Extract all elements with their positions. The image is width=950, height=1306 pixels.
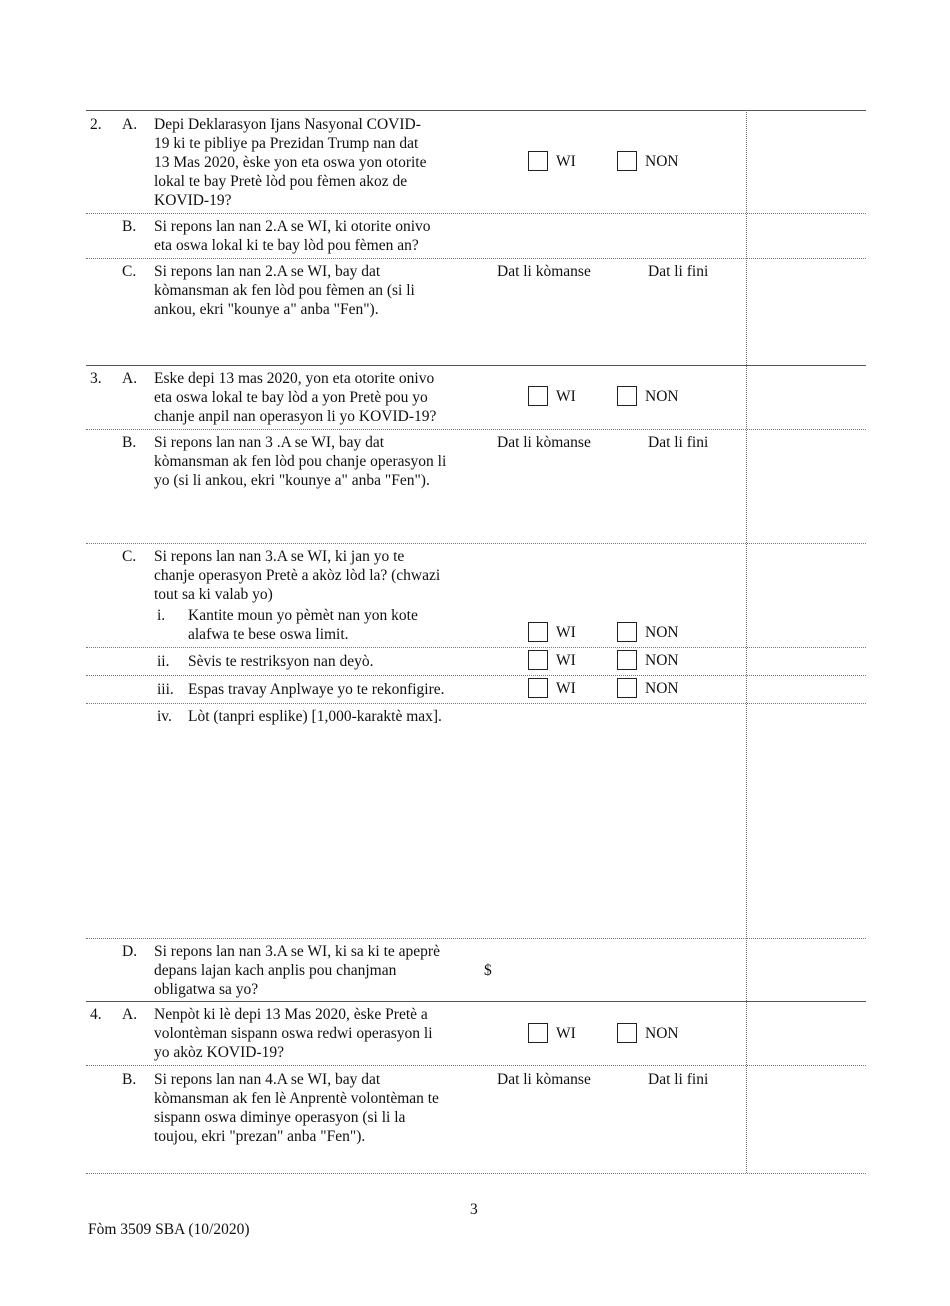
q4b-question-line-4: toujou, ekri "prezan" anba "Fen"). [154, 1128, 366, 1145]
q3ciii-no-label: NON [645, 680, 679, 697]
q3ci-no-label: NON [645, 624, 679, 641]
q4a-yes-checkbox[interactable] [528, 1023, 548, 1043]
q2a-no-label: NON [645, 153, 679, 170]
q3c-question-line-3: tout sa ki valab yo) [154, 586, 273, 603]
rule-bottom [86, 1173, 866, 1174]
q3cii-yes-label: WI [556, 652, 576, 669]
q2b-question-line-2: eta oswa lokal ki te bay lòd pou fèmen an? [154, 237, 419, 254]
q3cii-no-checkbox[interactable] [617, 650, 637, 670]
q3b-letter: B. [122, 434, 137, 451]
q2c-letter: C. [122, 263, 137, 280]
rule-2b-2c [86, 258, 866, 259]
q2c-start-date-label: Dat li kòmanse [497, 263, 591, 280]
q3ci-yes-label: WI [556, 624, 576, 641]
q4a-yes-label: WI [556, 1025, 576, 1042]
rule-3ciii-3civ [86, 703, 866, 704]
rule-3a-3b [86, 429, 866, 430]
q3b-question-line-1: Si repons lan nan 3 .A se WI, bay dat [154, 434, 385, 451]
q3d-question-line-2: depans lajan kach anplis pou chanjman [154, 962, 397, 979]
q3ci-number: i. [157, 607, 166, 624]
q2a-question-line-1: Depi Deklarasyon Ijans Nasyonal COVID- [154, 116, 421, 133]
q4a-question-line-2: volontèman sispann oswa redwi operasyon li [154, 1025, 433, 1042]
q4b-question-line-2: kòmansman ak fen lè Anprentè volontèman te [154, 1090, 439, 1107]
q2a-question-line-5: KOVID-19? [154, 192, 232, 209]
q2-number: 2. [90, 116, 102, 133]
q3c-letter: C. [122, 548, 137, 565]
q4b-start-date-label: Dat li kòmanse [497, 1071, 591, 1088]
q3cii-no-label: NON [645, 652, 679, 669]
q3b-question-line-2: kòmansman ak fen lòd pou chanje operasyon li [154, 453, 447, 470]
q2c-end-date-label: Dat li fini [648, 263, 709, 280]
rule-q3-q4 [86, 1001, 866, 1002]
rule-2a-2b [86, 213, 866, 214]
right-column-divider [746, 110, 747, 1173]
q3ci-option-line-1: Kantite moun yo pèmèt nan yon kote [188, 607, 418, 624]
q3d-currency-symbol: $ [484, 962, 492, 979]
q4-number: 4. [90, 1006, 102, 1023]
q3d-question-line-3: obligatwa sa yo? [154, 981, 259, 998]
q3-number: 3. [90, 370, 102, 387]
q4a-letter: A. [122, 1006, 138, 1023]
q3ciii-no-checkbox[interactable] [617, 678, 637, 698]
rule-3civ-3d [86, 938, 866, 939]
q4a-question-line-3: yo akòz KOVID-19? [154, 1044, 284, 1061]
q4b-end-date-label: Dat li fini [648, 1071, 709, 1088]
q2b-question-line-1: Si repons lan nan 2.A se WI, ki otorite onivo [154, 218, 431, 235]
q2c-question-line-2: kòmansman ak fen lòd pou fèmen an (si li [154, 282, 415, 299]
q4a-no-checkbox[interactable] [617, 1023, 637, 1043]
q3ciii-option-text: Espas travay Anplwaye yo te rekonfigire. [188, 681, 445, 698]
rule-top [86, 110, 866, 111]
q2c-question-line-1: Si repons lan nan 2.A se WI, bay dat [154, 263, 381, 280]
q3a-yes-checkbox[interactable] [528, 386, 548, 406]
rule-4a-4b [86, 1065, 866, 1066]
rule-3ci-3cii [86, 647, 866, 648]
q3a-no-checkbox[interactable] [617, 386, 637, 406]
q2a-question-line-2: 19 ki te pibliye pa Prezidan Trump nan dat [154, 135, 419, 152]
q3a-question-line-2: eta oswa lokal te bay lòd a yon Pretè pou yo [154, 389, 428, 406]
q3ci-no-checkbox[interactable] [617, 622, 637, 642]
q3civ-option-text: Lòt (tanpri esplike) [1,000-karaktè max]. [188, 708, 442, 725]
q3ci-yes-checkbox[interactable] [528, 622, 548, 642]
page-number: 3 [470, 1201, 478, 1218]
form-id: Fòm 3509 SBA (10/2020) [88, 1221, 250, 1238]
q3a-letter: A. [122, 370, 138, 387]
q3b-start-date-label: Dat li kòmanse [497, 434, 591, 451]
q4b-letter: B. [122, 1071, 137, 1088]
q3cii-number: ii. [157, 653, 170, 670]
q2a-yes-label: WI [556, 153, 576, 170]
q3a-question-line-1: Eske depi 13 mas 2020, yon eta otorite onivo [154, 370, 435, 387]
q3d-letter: D. [122, 943, 138, 960]
q2b-letter: B. [122, 218, 137, 235]
q2a-question-line-4: lokal te bay Pretè lòd pou fèmen akoz de [154, 173, 408, 190]
q4a-question-line-1: Nenpòt ki lè depi 13 Mas 2020, èske Pretè a [154, 1006, 428, 1023]
q2a-no-checkbox[interactable] [617, 151, 637, 171]
q2a-letter: A. [122, 116, 138, 133]
q3c-question-line-2: chanje operasyon Pretè a akòz lòd la? (chwazi [154, 567, 441, 584]
q4b-question-line-1: Si repons lan nan 4.A se WI, bay dat [154, 1071, 381, 1088]
q3b-end-date-label: Dat li fini [648, 434, 709, 451]
q3ciii-yes-checkbox[interactable] [528, 678, 548, 698]
q3a-question-line-3: chanje anpil nan operasyon li yo KOVID-19? [154, 408, 437, 425]
q3cii-yes-checkbox[interactable] [528, 650, 548, 670]
rule-q2-q3 [86, 365, 866, 366]
rule-3cii-3ciii [86, 675, 866, 676]
q3a-yes-label: WI [556, 388, 576, 405]
q2a-yes-checkbox[interactable] [528, 151, 548, 171]
q3c-question-line-1: Si repons lan nan 3.A se WI, ki jan yo te [154, 548, 405, 565]
q3ciii-yes-label: WI [556, 680, 576, 697]
q3ciii-number: iii. [157, 681, 174, 698]
q3civ-number: iv. [157, 708, 172, 725]
q3cii-option-text: Sèvis te restriksyon nan deyò. [188, 653, 374, 670]
q3b-question-line-3: yo (si li ankou, ekri "kounye a" anba "Fen"). [154, 472, 430, 489]
rule-3b-3c [86, 543, 866, 544]
q2a-question-line-3: 13 Mas 2020, èske yon eta oswa yon otorite [154, 154, 427, 171]
q4a-no-label: NON [645, 1025, 679, 1042]
q4b-question-line-3: sispann oswa diminye operasyon (si li la [154, 1109, 406, 1126]
q3a-no-label: NON [645, 388, 679, 405]
q2c-question-line-3: ankou, ekri "kounye a" anba "Fen"). [154, 301, 379, 318]
q3d-question-line-1: Si repons lan nan 3.A se WI, ki sa ki te apeprè [154, 943, 440, 960]
q3ci-option-line-2: alafwa te bese oswa limit. [188, 626, 349, 643]
